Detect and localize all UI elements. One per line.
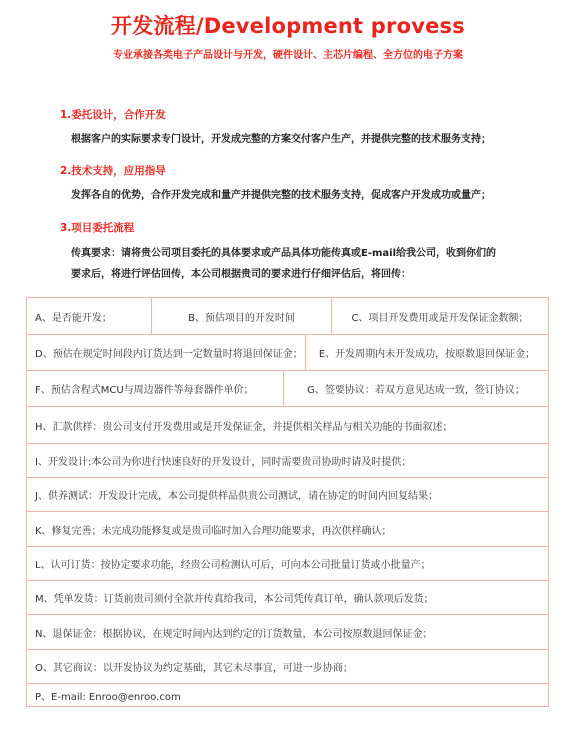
table-cell: B、预估项目的开发时间 (151, 298, 331, 334)
table-cell: L、认可订货：按协定要求功能，经贵公司检测认可后，可向本公司批量订货或小批量产； (35, 560, 431, 571)
table-row (27, 335, 548, 371)
table-row (27, 371, 548, 407)
section-body-2: 发挥各自的优势，合作开发完成和量产并提供完整的技术服务支持，促成客户开发成功或量产； (71, 190, 491, 201)
table-cell: H、汇款供样：贵公司支付开发费用或是开发保证金，并提供相关样品与相关功能的书面叙述； (35, 421, 453, 433)
table-row (27, 615, 548, 650)
section-heading-2: 2.技术支持，应用指导 (60, 165, 166, 177)
section-heading-3: 3.项目委托流程 (60, 222, 135, 234)
table-cell: A、是否能开发； (35, 312, 112, 324)
page-subtitle: 专业承接各类电子产品设计与开发，硬件设计、主芯片编程、全方位的电子方案 (113, 50, 463, 61)
table-cell: G、签要协议：若双方意见达成一致，签订协议； (283, 371, 548, 406)
section-heading-1: 1.委托设计，合作开发 (60, 109, 166, 121)
process-table (26, 297, 549, 707)
table-row (27, 407, 548, 444)
section-body-3-line2: 要求后，将进行评估回传，本公司根据贵司的要求进行仔细评估后，将回传： (71, 269, 411, 280)
table-cell: E、开发周期内未开发成功，按原数退回保证金； (305, 335, 548, 370)
section-body-1: 根据客户的实际要求专门设计，开发成完整的方案交付客户生产，并提供完整的技术服务支持； (71, 134, 491, 145)
page-title: 开发流程/Development provess (111, 14, 465, 38)
table-cell: M、凭单发货：订货前贵司须付全款并传真给我司，本公司凭传真订单，确认款项后发货； (35, 594, 434, 605)
table-cell: J、供养测试：开发设计完成，本公司提供样品供贵公司测试，请在协定的时间内回复结果； (35, 491, 438, 502)
table-row (27, 298, 548, 335)
table-row (27, 478, 548, 512)
table-cell: O、其它商议：以开发协议为约定基础，其它未尽事宜，可进一步协商； (35, 663, 353, 674)
table-cell: F、预估含程式MCU与周边器件等每套器件单价； (35, 385, 254, 396)
table-cell: C、项目开发费用或是开发保证金数额； (331, 298, 548, 334)
section-body-3-line1: 传真要求：请将贵公司项目委托的具体要求或产品具体功能传真或E-mail给我公司，收到你们的 (71, 248, 497, 259)
table-row (27, 512, 548, 547)
email-cell: P、E-mail: Enroo@enroo.com (35, 691, 181, 703)
table-row (27, 547, 548, 581)
table-cell: D、预估在规定时间段内订货达到一定数量时将退回保证金； (35, 349, 303, 360)
table-cell: I、开发设计:本公司为你进行快速良好的开发设计，同时需要贵司协助时请及时提供； (35, 457, 412, 468)
table-row (27, 650, 548, 684)
table-row (27, 581, 548, 615)
table-row (27, 684, 548, 706)
table-cell: K、修复完善；未完成功能修复或是贵司临时加入合理功能要求，再次供样确认； (35, 525, 392, 537)
table-cell: N、退保证金：根据协议，在规定时间内达到约定的订货数量，本公司按原数退回保证金； (35, 628, 433, 640)
table-row (27, 444, 548, 478)
